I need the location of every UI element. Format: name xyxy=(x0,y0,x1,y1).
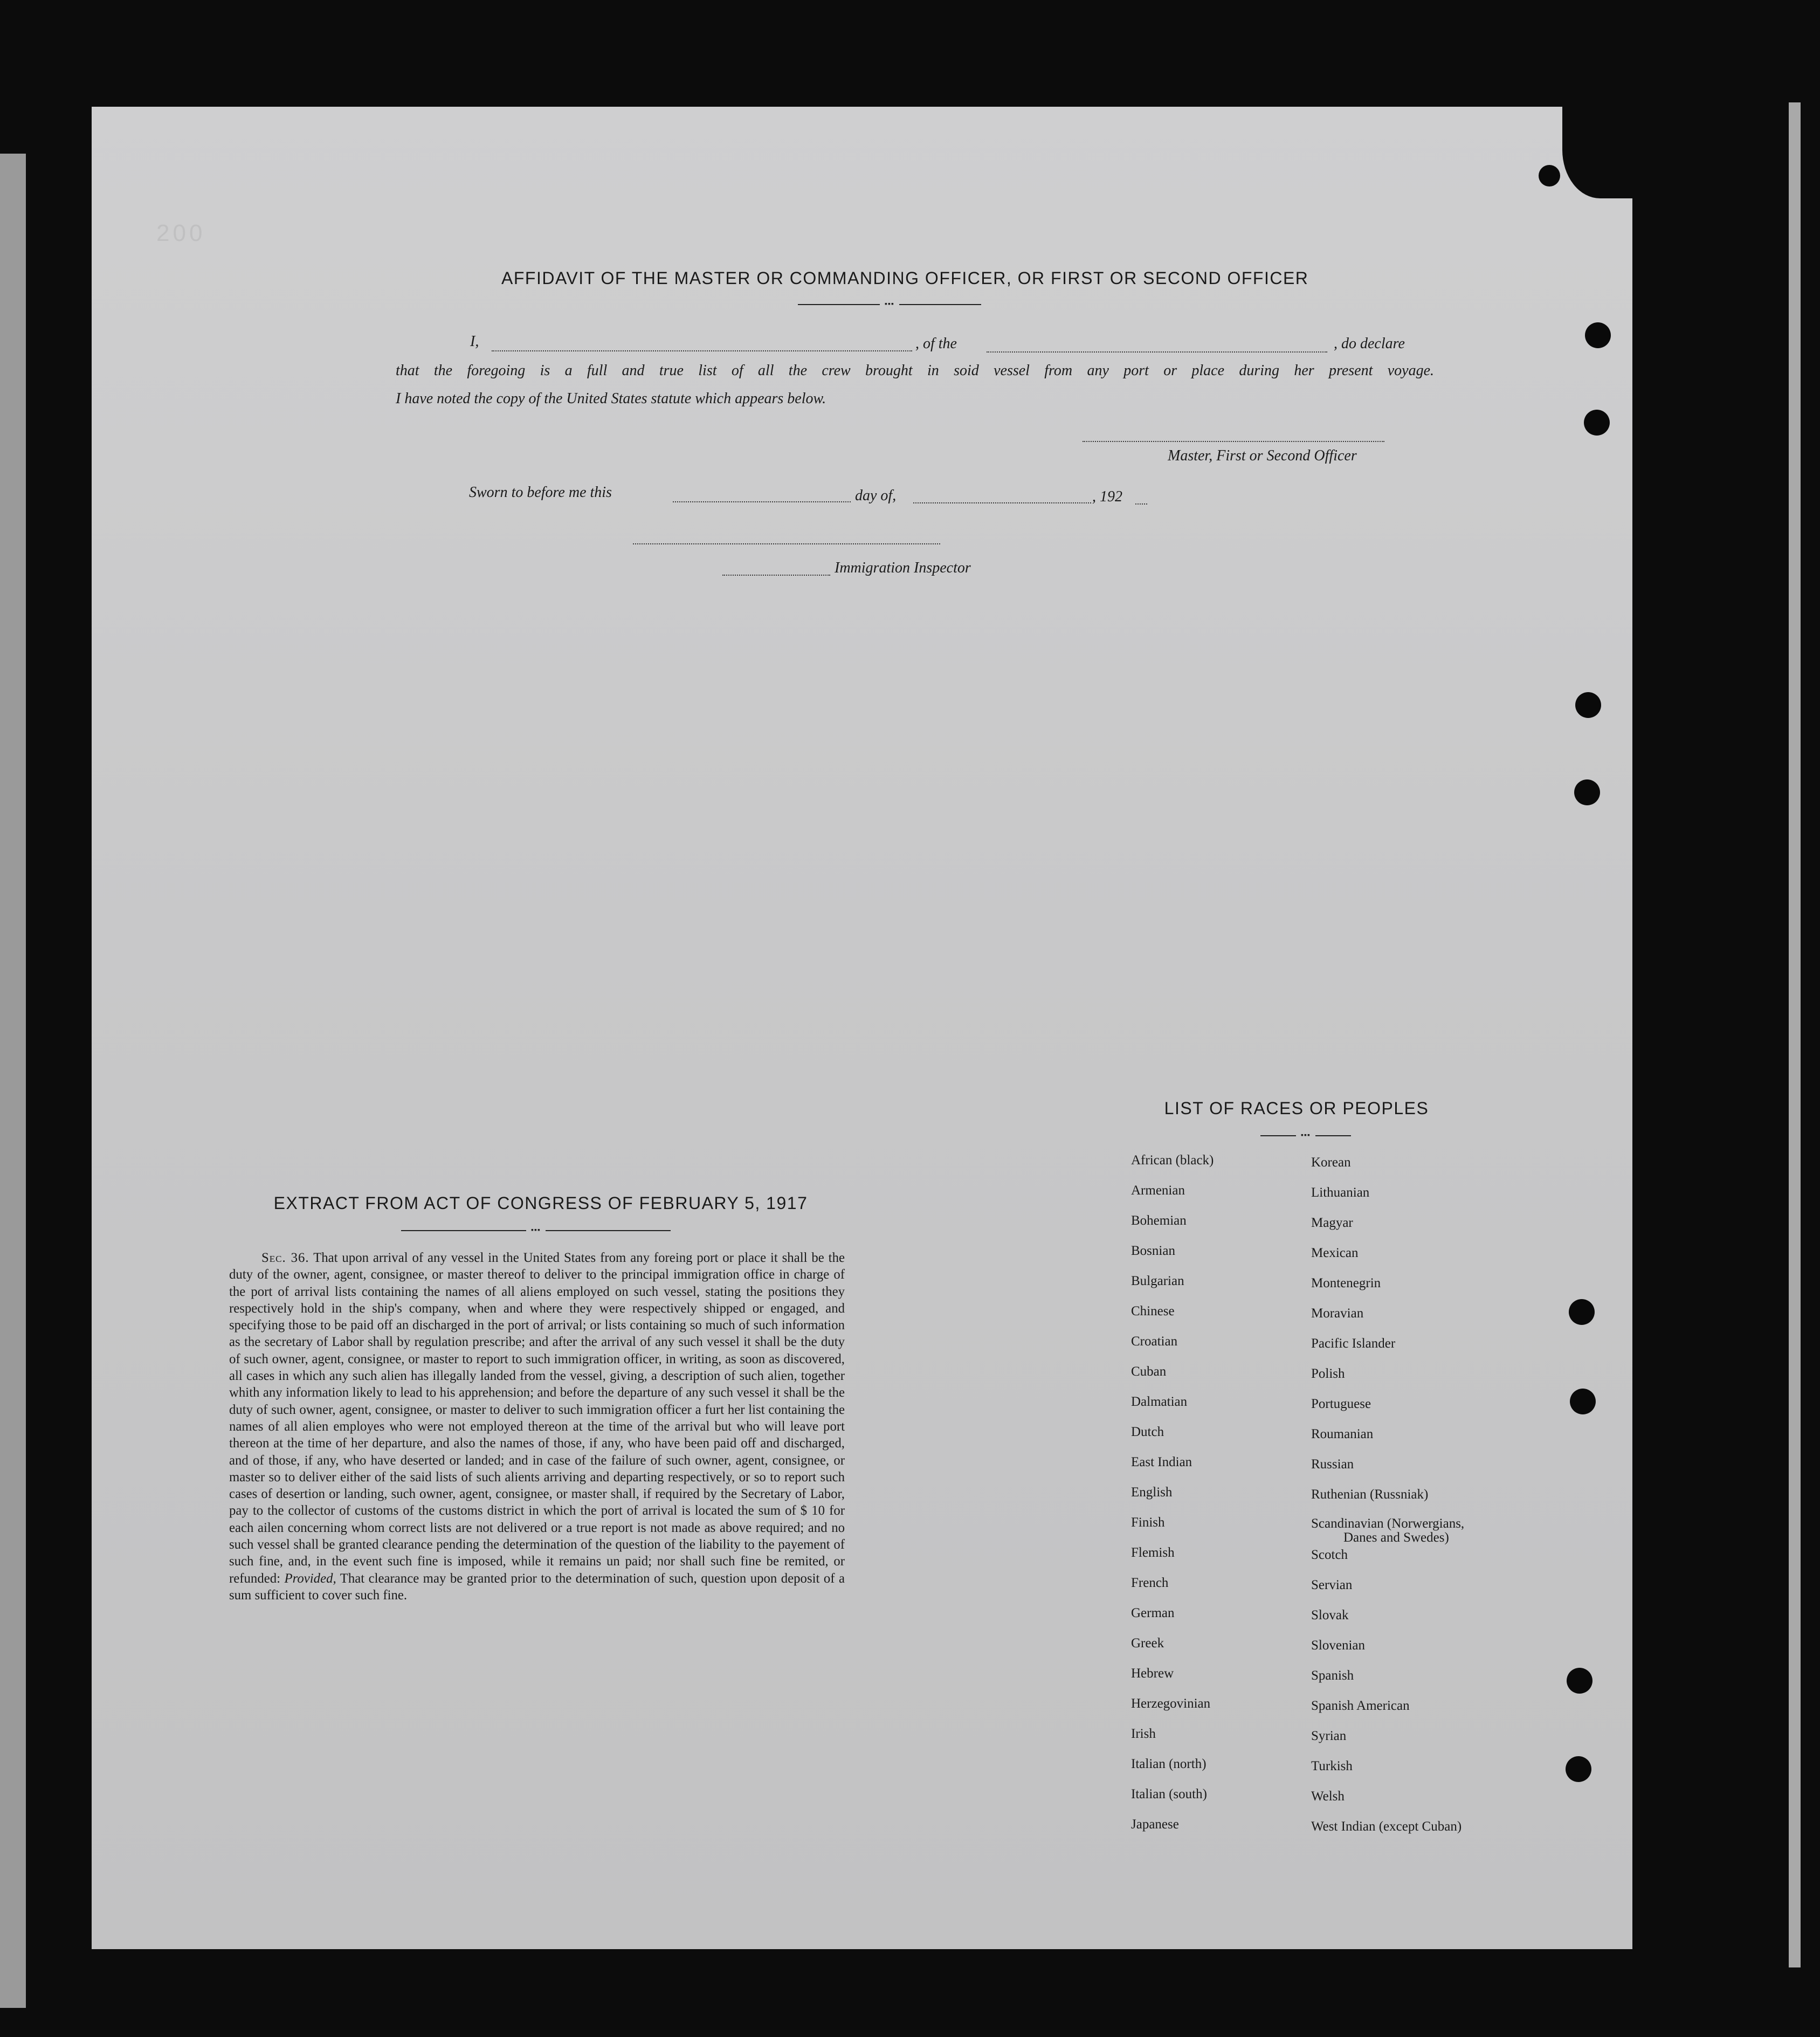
race-item: Montenegrin xyxy=(1311,1276,1381,1290)
race-item: Spanish xyxy=(1311,1668,1354,1683)
races-ornament: ▪▪▪ xyxy=(1260,1133,1351,1138)
race-item: Turkish xyxy=(1311,1759,1353,1773)
race-item: Ruthenian (Russniak) xyxy=(1311,1487,1429,1502)
race-item: East Indian xyxy=(1131,1455,1192,1469)
race-item: Korean xyxy=(1311,1155,1351,1170)
act-section-label: Sec. 36. xyxy=(261,1251,309,1265)
race-item-continuation: Danes and Swedes) xyxy=(1343,1530,1449,1545)
affidavit-i-label: I, xyxy=(470,333,479,350)
race-item: Syrian xyxy=(1311,1729,1347,1743)
race-item: Russian xyxy=(1311,1457,1354,1472)
year-label: , 192 xyxy=(1092,488,1122,505)
race-item: Lithuanian xyxy=(1311,1185,1370,1200)
punch-hole-icon xyxy=(1567,1668,1592,1694)
act-text: That upon arrival of any vessel in the United States from any foreing port or place it shall be the duty of the owner, agent, consignee, or master thereof to deliver to the principal immigration office in charge of the port of arrival lists containing the names of all aliens employed on such vessel, stating the positions they respectively hold in the ship's company, when and where they were respectively shipped or engaged, and specifying those to be paid off an discharged in the port of arrival; or lists containing so much of such information as the secretary of Labor shall by regulation prescribe; and after the arrival of any such vessel it shall be the duty of such owner, agent, consignee, or master to report to such immigration officer, in writing, as soon as discovered, all cases in which any such alien has illegally landed from the vessel, giving, a description of such alien, together whith any information likely to lead to his apprehension; and before the departure of any such vessel it shall be the duty of such owner, agent, consignee, or master to deliver to such immigration officer a furt her list containing the names of all alien employes who were not employed thereon at the time of the arrival but who will leave port thereon at the time of her departure, and also the names of those, if any, who have been paid off and discharged, and of those, if any, who have deserted or landed; and in case of the failure of such owner, agent, consignee, or master so to deliver either of the said lists of such alients arriving and departing respectively, or so to report such cases of desertion or landing, such owner, agent, consignee, or master shall, if required by the Secretary of Labor, pay to the collector of customs of the customs district in which the port of arrival is located the sum of $ 10 for each ailen concerning whom correct lists are not delivered or a true report is not made as above required; and no such vessel shall be granted clearance pending the determination of the question of the liability to the payement of such fine, and, in the event such fine is imposed, while it remains un paid; nor shall such fine be remited, or refunded: xyxy=(229,1251,845,1586)
document-page xyxy=(92,107,1632,1949)
race-item: Japanese xyxy=(1131,1817,1179,1832)
race-item: Welsh xyxy=(1311,1789,1345,1804)
punch-hole-icon xyxy=(1570,1389,1596,1414)
act-section-text xyxy=(229,1249,845,1604)
race-item: Chinese xyxy=(1131,1304,1175,1318)
scan-edge-left xyxy=(0,154,26,2008)
master-name-field[interactable] xyxy=(492,350,912,351)
race-item: Slovenian xyxy=(1311,1638,1365,1653)
races-column-1 xyxy=(1131,1152,1214,1847)
officer-signature-field[interactable] xyxy=(1083,441,1384,442)
race-item: Spanish American xyxy=(1311,1698,1410,1713)
act-heading: EXTRACT FROM ACT OF CONGRESS OF FEBRUARY 5, 1917 xyxy=(273,1193,808,1213)
race-item: Servian xyxy=(1311,1578,1353,1592)
bleed-through-stamp: 200 xyxy=(156,220,206,246)
affidavit-declare-label: , do declare xyxy=(1334,335,1405,352)
race-item: Italian (north) xyxy=(1131,1757,1207,1771)
sworn-month-field[interactable] xyxy=(913,502,1091,503)
race-item: Magyar xyxy=(1311,1216,1353,1230)
inspector-signature-field[interactable] xyxy=(633,543,940,544)
race-item: Scotch xyxy=(1311,1548,1348,1562)
inspector-name-field[interactable] xyxy=(722,575,830,576)
scan-edge-right xyxy=(1789,102,1801,1967)
act-ornament: ▪▪▪ xyxy=(401,1228,671,1233)
race-item: Slovak xyxy=(1311,1608,1349,1622)
race-item: Greek xyxy=(1131,1636,1164,1651)
race-item: Portuguese xyxy=(1311,1397,1371,1411)
race-item: West Indian (except Cuban) xyxy=(1311,1819,1462,1834)
race-item: Roumanian xyxy=(1311,1427,1374,1441)
race-item-scandinavian xyxy=(1311,1517,1464,1547)
affidavit-line1: that the foregoing is a full and true list of all the crew brought in soid vessel from any port or place during her present voyage. xyxy=(396,362,1434,379)
punch-hole-icon xyxy=(1584,410,1610,436)
race-item: Armenian xyxy=(1131,1183,1185,1198)
race-item: Bulgarian xyxy=(1131,1274,1184,1288)
race-item: Irish xyxy=(1131,1727,1156,1741)
punch-hole-icon xyxy=(1574,779,1600,805)
sworn-label: Sworn to before me this xyxy=(469,484,612,501)
affidavit-line2: I have noted the copy of the United States statute which appears below. xyxy=(396,390,826,407)
punch-hole-icon xyxy=(1585,322,1611,348)
race-item: French xyxy=(1131,1576,1169,1590)
race-item: Bosnian xyxy=(1131,1244,1175,1258)
race-item: African (black) xyxy=(1131,1153,1214,1168)
race-item: German xyxy=(1131,1606,1175,1620)
race-item: Finish xyxy=(1131,1515,1165,1530)
race-item: Herzegovinian xyxy=(1131,1696,1211,1711)
race-item: Mexican xyxy=(1311,1246,1359,1260)
punch-hole-icon xyxy=(1569,1299,1595,1325)
race-item-line: Scandinavian (Norwergians, xyxy=(1311,1516,1465,1531)
day-of-label: day of, xyxy=(855,487,897,504)
race-item: Flemish xyxy=(1131,1545,1175,1560)
races-heading: LIST OF RACES OR PEOPLES xyxy=(1164,1099,1429,1118)
sworn-year-field[interactable] xyxy=(1135,503,1147,505)
affidavit-ornament: ▪▪▪ xyxy=(798,302,981,307)
affidavit-of-the-label: , of the xyxy=(915,335,957,352)
race-item: Dutch xyxy=(1131,1425,1164,1439)
inspector-label: Immigration Inspector xyxy=(835,560,971,576)
signer-label: Master, First or Second Officer xyxy=(1168,447,1357,464)
race-item: Croatian xyxy=(1131,1334,1178,1349)
act-text-end: That clearance may be granted prior to the determination of such, question upon deposit of a sum sufficient to cover such fine. xyxy=(229,1571,845,1603)
punch-hole-icon xyxy=(1566,1756,1591,1782)
race-item: Bohemian xyxy=(1131,1213,1187,1228)
punch-hole-icon xyxy=(1575,692,1601,718)
torn-corner xyxy=(1562,107,1632,198)
punch-hole-icon xyxy=(1539,165,1560,187)
race-item: Italian (south) xyxy=(1131,1787,1207,1801)
sworn-day-field[interactable] xyxy=(673,501,851,502)
vessel-name-field[interactable] xyxy=(987,351,1327,353)
race-item: Dalmatian xyxy=(1131,1394,1188,1409)
race-item: Hebrew xyxy=(1131,1666,1174,1681)
race-item: Polish xyxy=(1311,1366,1345,1381)
races-column-2 xyxy=(1311,1155,1464,1849)
race-item: Moravian xyxy=(1311,1306,1364,1321)
act-provided-label: Provided, xyxy=(284,1571,336,1586)
race-item: English xyxy=(1131,1485,1173,1500)
race-item: Cuban xyxy=(1131,1364,1167,1379)
affidavit-heading: AFFIDAVIT OF THE MASTER OR COMMANDING OFFICER, OR FIRST OR SECOND OFFICER xyxy=(501,268,1309,288)
race-item: Pacific Islander xyxy=(1311,1336,1396,1351)
